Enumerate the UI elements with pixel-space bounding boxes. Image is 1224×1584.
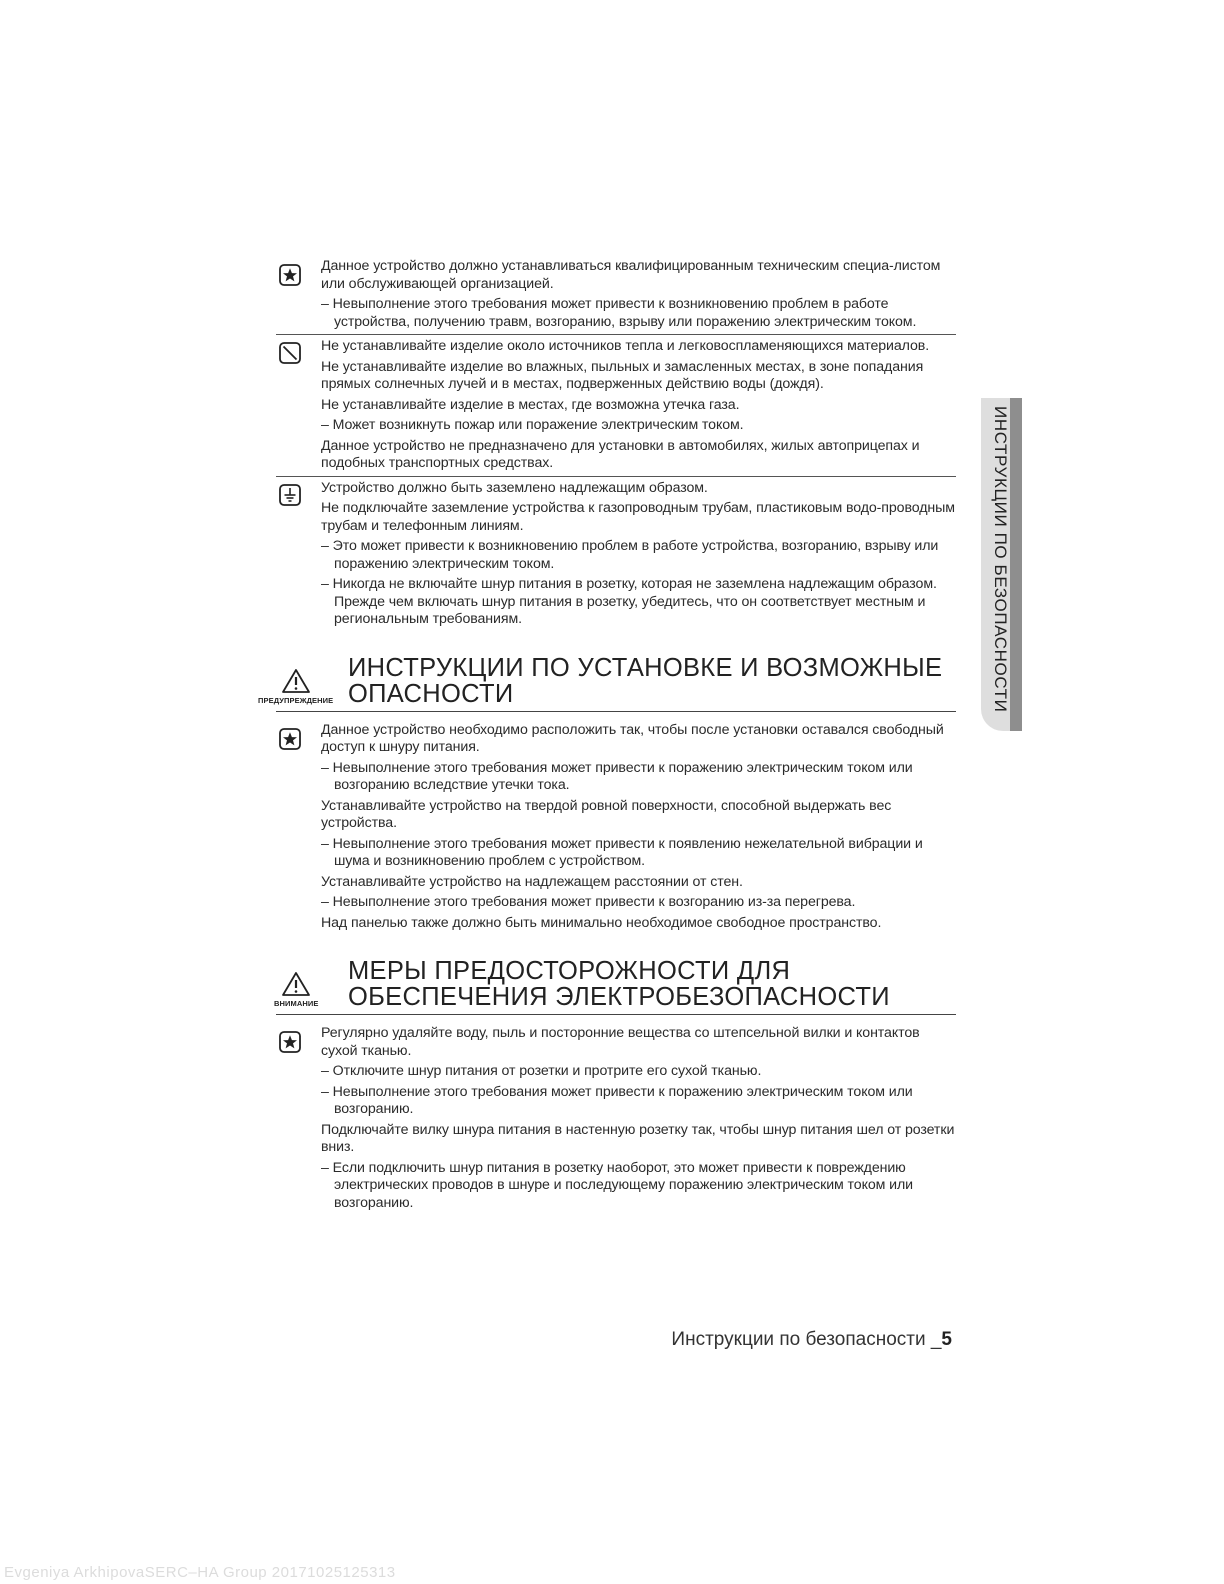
instruction-consequence: – Невыполнение этого требования может привести к возникновению проблем в работе устройства, получению травм, возгоранию, взрыву или поражению электрическим током.	[321, 296, 917, 330]
instruction-block	[276, 334, 956, 473]
caution-caption: ВНИМАНИЕ	[274, 999, 319, 1008]
instruction-consequence: – Невыполнение этого требования может привести к возгоранию из-за перегрева.	[321, 894, 856, 910]
instruction-text: Устройство должно быть заземлено надлежащим образом.	[321, 479, 708, 496]
instruction-text: Не устанавливайте изделие около источников тепла и легковоспламеняющихся материалов.	[321, 338, 930, 354]
star-box-icon	[279, 264, 301, 286]
page-footer	[671, 1329, 952, 1351]
page-content	[258, 258, 956, 1215]
warning-triangle-icon	[281, 971, 311, 997]
section-title-line: ОБЕСПЕЧЕНИЯ ЭЛЕКТРОБЕЗОПАСНОСТИ	[348, 983, 890, 1011]
caution-badge	[274, 971, 319, 1008]
instruction-text: Не подключайте заземление устройства к газопроводным трубам, пластиковым водо-проводным трубам и телефонным линиям.	[321, 500, 955, 534]
instruction-text: Подключайте вилку шнура питания в настенную розетку так, чтобы шнур питания шел от розетки вниз.	[321, 1121, 955, 1155]
instruction-consequence: – Невыполнение этого требования может привести к поражению электрическим током или возгоранию вследствие утечки тока.	[321, 759, 913, 793]
instruction-text: Данное устройство должно устанавливаться квалифицированным техническим специа-листом или обслуживающей организацией.	[321, 258, 941, 292]
footer-label: Инструкции по безопасности _	[671, 1329, 942, 1350]
instruction-consequence: – Никогда не включайте шнур питания в розетку, которая не заземлена надлежащим образом. Прежде чем включать шнур питания в розетку, убедитесь, что он соответствует местным и региональным требованиям.	[321, 576, 937, 627]
instruction-text: Не устанавливайте изделие в местах, где возможна утечка газа.	[321, 396, 740, 413]
instruction-block	[276, 476, 956, 629]
watermark: Evgeniya ArkhipovaSERC–HA Group 20171025125313	[4, 1564, 396, 1581]
warning-triangle-icon	[281, 668, 311, 694]
section-title-line: МЕРЫ ПРЕДОСТОРОЖНОСТИ ДЛЯ	[348, 957, 791, 985]
instruction-block	[276, 1025, 956, 1212]
instruction-text: Регулярно удаляйте воду, пыль и посторонние вещества со штепсельной вилки и контактов сухой тканью.	[321, 1025, 920, 1059]
page-number: 5	[941, 1329, 952, 1350]
instruction-consequence: – Невыполнение этого требования может привести к появлению нежелательной вибрации и шума и возникновению проблем с устройством.	[321, 835, 923, 869]
instruction-text: Данное устройство необходимо расположить так, чтобы после установки оставался свободный доступ к шнуру питания.	[321, 721, 944, 755]
instruction-block	[276, 258, 956, 331]
side-tab-label: ИНСТРУКЦИИ ПО БЕЗОПАСНОСТИ	[991, 406, 1010, 713]
section-heading-installation	[258, 653, 956, 712]
side-chapter-tab	[981, 398, 1022, 731]
warning-badge	[258, 668, 333, 705]
instruction-text: Данное устройство не предназначено для установки в автомобилях, жилых автоприцепах и подобных транспортных средствах.	[321, 437, 920, 471]
star-box-icon	[279, 728, 301, 750]
instruction-text: Устанавливайте устройство на твердой ровной поверхности, способной выдержать вес устройства.	[321, 797, 892, 831]
section-title-line: ИНСТРУКЦИИ ПО УСТАНОВКЕ И ВОЗМОЖНЫЕ	[348, 653, 943, 682]
section-heading-electrical	[276, 958, 956, 1015]
instruction-consequence: – Если подключить шнур питания в розетку наоборот, это может привести к повреждению электрических проводов в шнуре и последующему поражению электрическим током или возгоранию.	[321, 1159, 913, 1211]
section-title-line: ОПАСНОСТИ	[348, 679, 514, 708]
instruction-block	[276, 722, 956, 933]
instruction-text: Не устанавливайте изделие во влажных, пыльных и замасленных местах, в зоне попадания прямых солнечных лучей и в местах, подверженных действию воды (дождя).	[321, 358, 924, 392]
instruction-text: Устанавливайте устройство на надлежащем расстоянии от стен.	[321, 873, 743, 890]
instruction-text: Над панелью также должно быть минимально необходимое свободное пространство.	[321, 914, 882, 931]
instruction-consequence: – Это может привести к возникновению проблем в работе устройства, возгоранию, взрыву или поражению электрическим током.	[321, 538, 939, 572]
side-tab-bar	[1010, 398, 1022, 731]
warning-caption: ПРЕДУПРЕЖДЕНИЕ	[258, 695, 334, 705]
star-box-icon	[279, 1031, 301, 1053]
prohibited-icon	[279, 342, 301, 364]
instruction-consequence: – Невыполнение этого требования может привести к поражению электрическим током или возгоранию.	[321, 1083, 913, 1117]
ground-icon	[279, 484, 301, 506]
instruction-consequence: – Может возникнуть пожар или поражение электрическим током.	[321, 417, 744, 433]
instruction-consequence: – Отключите шнур питания от розетки и протрите его сухой тканью.	[321, 1063, 762, 1079]
